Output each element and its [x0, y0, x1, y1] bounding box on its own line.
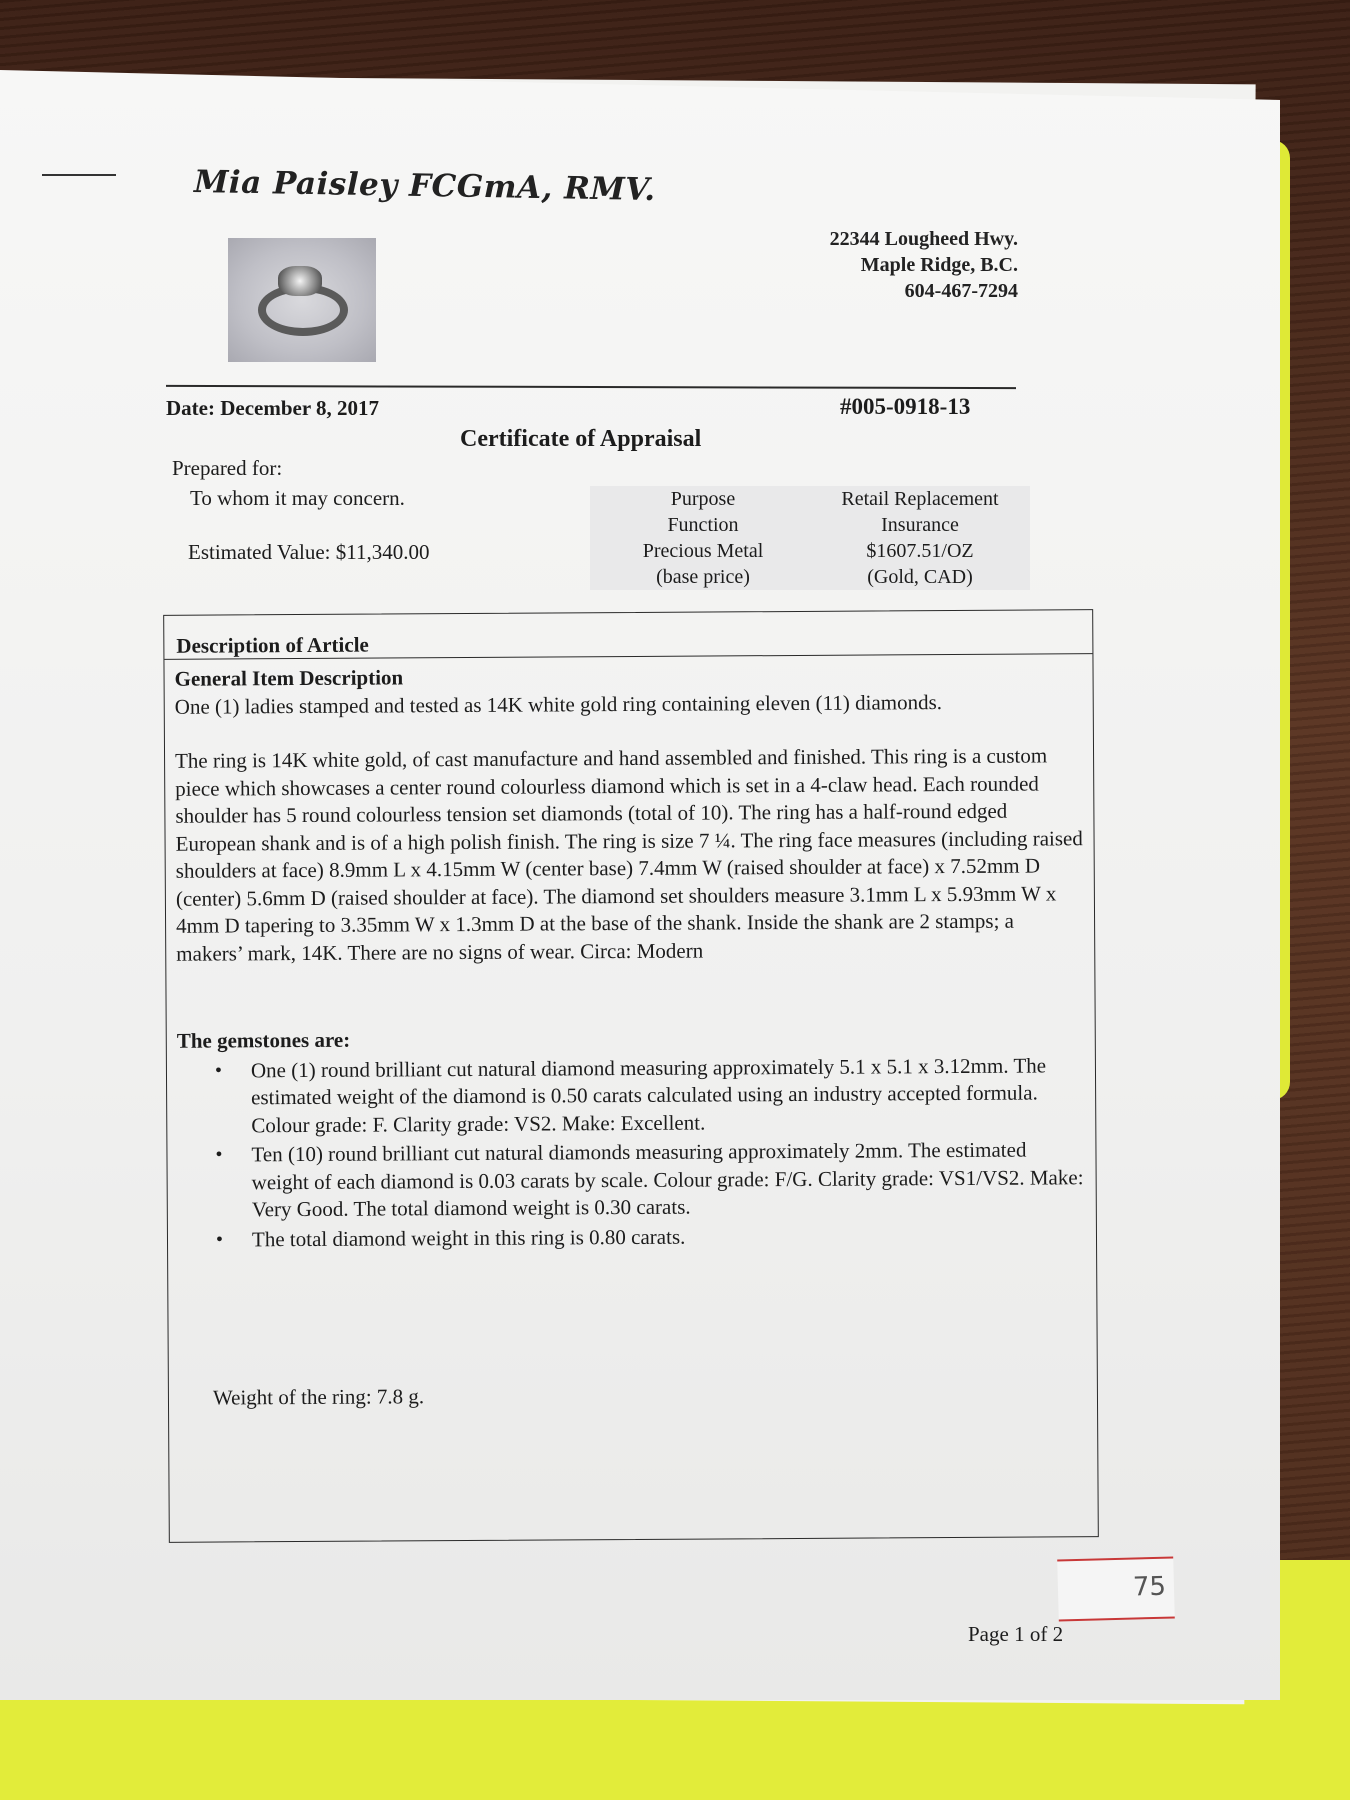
- info-value-purpose: Retail Replacement: [841, 488, 999, 510]
- info-label-base-price: (base price): [656, 566, 750, 588]
- ring-stone-image: [278, 266, 322, 296]
- address-line-1: 22344 Lougheed Hwy.: [829, 228, 1018, 250]
- appraiser-logo: Mia Paisley FCGmA, RMV.: [193, 163, 656, 209]
- gem-text: One (1) round brilliant cut natural diamond measuring approximately 5.1 x 5.1 x 3.12mm. The estimated weight of the diamond is 0.50 carats calculated using an industry accepted formula. Colour grade: F. Clarity grade: VS2. Make: Excellent.: [250, 1052, 1047, 1137]
- prepared-for-label: Prepared for:: [172, 456, 283, 480]
- description-header: [164, 610, 1092, 660]
- info-value-base-price: (Gold, CAD): [867, 566, 973, 588]
- margin-mark: [42, 174, 116, 176]
- ring-weight: Weight of the ring: 7.8 g.: [212, 1384, 425, 1410]
- info-label-function: Function: [667, 514, 739, 536]
- description-box: [163, 609, 1099, 1543]
- business-address: [760, 226, 1018, 304]
- ring-photo: [228, 238, 376, 362]
- appraisal-date: Date: December 8, 2017: [166, 396, 380, 420]
- info-value-function: Insurance: [881, 514, 959, 536]
- certificate-title: Certificate of Appraisal: [460, 426, 702, 452]
- list-item: • Ten (10) round brilliant cut natural diamonds measuring approximately 2mm. The estimated weight of each diamond is 0.03 carats by scale. Colour grade: F/G. Clarity grade: VS1/VS2. Make: Very Good. The total diamond weight is 0.30 carats.: [215, 1137, 1084, 1222]
- info-label-purpose: Purpose: [670, 488, 736, 510]
- gem-text: Ten (10) round brilliant cut natural diamonds measuring approximately 2mm. The estimated weight of each diamond is 0.03 carats by scale. Colour grade: F/G. Clarity grade: VS1/VS2. Make: Very Good. The total diamond weight is 0.30 carats.: [251, 1137, 1084, 1222]
- general-description-heading: General Item Description: [174, 665, 404, 691]
- gem-text: The total diamond weight in this ring is 0.80 carats.: [251, 1224, 686, 1251]
- info-label-metal: Precious Metal: [642, 540, 764, 562]
- list-item: • One (1) round brilliant cut natural diamond measuring approximately 5.1 x 5.1 x 3.12mm. The estimated weight of the diamond is 0.50 carats calculated using an industry accepted formula. Colour grade: F. Clarity grade: VS2. Make: Excellent.: [214, 1052, 1047, 1137]
- prepared-for-value: To whom it may concern.: [190, 486, 405, 510]
- list-item: • The total diamond weight in this ring is 0.80 carats.: [215, 1224, 686, 1251]
- description-intro: One (1) ladies stamped and tested as 14K white gold ring containing eleven (11) diamonds.: [174, 689, 943, 719]
- description-paragraph: The ring is 14K white gold, of cast manufacture and hand assembled and finished. This ring is a custom piece which showcases a center round colourless diamond which is set in a 4-claw head. Each rounded shoulder has 5 round colourless tension set diamonds (total of 10). The ring has a half-round edged European shank and is of a high polish finish. The ring is size 7 ¼. The ring face measures (including raised shoulders at face) 8.9mm L x 4.15mm W (center base) 7.4mm W (raised shoulder at face) x 7.52mm D (center) 5.6mm D (raised shoulder at face). The diamond set shoulders measure 3.1mm L x 5.93mm W x 4mm D tapering to 3.35mm W x 1.3mm D at the base of the shank. Inside the shank are 2 stamps; a makers’ mark, 14K. There are no signs of wear. Circa: Modern: [174, 743, 1083, 966]
- certificate-number: #005-0918-13: [840, 394, 971, 419]
- gemstones-heading: The gemstones are:: [176, 1027, 351, 1053]
- info-value-metal: $1607.51/OZ: [866, 540, 974, 562]
- description-body: [174, 660, 1086, 1254]
- page-number: Page 1 of 2: [968, 1622, 1064, 1646]
- estimated-value: Estimated Value: $11,340.00: [188, 540, 430, 564]
- price-sticker: 75: [1057, 1556, 1175, 1621]
- description-heading: Description of Article: [176, 632, 369, 658]
- gemstone-list: [177, 1052, 1086, 1254]
- appraisal-info-table: [590, 486, 1030, 590]
- phone-number: 604-467-7294: [904, 280, 1018, 302]
- address-line-2: Maple Ridge, B.C.: [860, 254, 1018, 276]
